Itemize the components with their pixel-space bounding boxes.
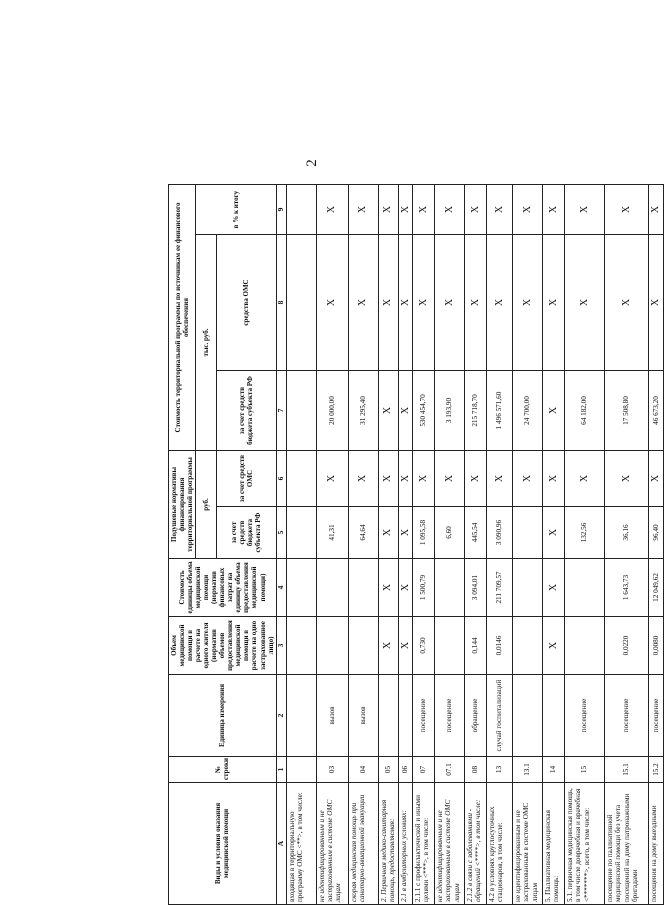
col-number: А bbox=[276, 783, 286, 905]
header-cost-oms: средства ОМС bbox=[216, 235, 276, 371]
header-percent: в % к итогу bbox=[196, 184, 276, 234]
row-unit: посещение bbox=[435, 675, 465, 757]
row-cost-oms: X bbox=[465, 235, 487, 371]
row-volume: X bbox=[398, 617, 413, 675]
row-cost-budget: 46 673,20 bbox=[649, 371, 664, 451]
row-per-capita-oms: X bbox=[398, 451, 413, 507]
row-name: входящая в территориальную программу ОМС <**>, в том числе: bbox=[286, 783, 316, 905]
row-cost-oms: X bbox=[487, 235, 513, 371]
row-volume bbox=[316, 617, 348, 675]
header-row-number: № строки bbox=[169, 757, 277, 783]
row-unit: посещение bbox=[413, 675, 435, 757]
row-name: не идентифицированным и не застрахованным в системе ОМС лицам bbox=[316, 783, 348, 905]
row-volume: X bbox=[543, 617, 565, 675]
header-per-capita-budget: за счет средств бюджета субъекта РФ bbox=[216, 507, 276, 559]
table-row bbox=[435, 184, 465, 904]
row-unit-cost: 1 500,79 bbox=[413, 559, 435, 617]
row-per-capita-oms: X bbox=[513, 451, 543, 507]
row-unit-cost bbox=[435, 559, 465, 617]
page-number: 2 bbox=[304, 159, 320, 167]
row-name: скорая медицинская помощь при санитарно-авиационной эвакуации bbox=[348, 783, 378, 905]
row-name: 2.1.2 в связи с заболеваниями - обращений <****>, в том числе: bbox=[465, 783, 487, 905]
row-unit-cost: 211 709,57 bbox=[487, 559, 513, 617]
row-number: 07 bbox=[413, 757, 435, 783]
header-cost-budget: за счет средств бюджета субъекта РФ bbox=[216, 371, 276, 451]
row-name: посещение по паллиативной медицинской помощи без учета посещений на дому патронажными бригадами bbox=[605, 783, 649, 905]
row-unit: посещение bbox=[605, 675, 649, 757]
col-number: 6 bbox=[276, 451, 286, 507]
header-per-capita-unit: руб. bbox=[196, 451, 216, 559]
row-percent: X bbox=[378, 184, 398, 234]
row-volume bbox=[348, 617, 378, 675]
table-row bbox=[348, 184, 378, 904]
row-unit: вызов bbox=[316, 675, 348, 757]
row-number: 13 bbox=[487, 757, 513, 783]
row-number: 06 bbox=[398, 757, 413, 783]
table-row bbox=[398, 184, 413, 904]
row-per-capita-oms: X bbox=[316, 451, 348, 507]
row-percent bbox=[286, 184, 316, 234]
row-per-capita-oms: X bbox=[487, 451, 513, 507]
row-cost-oms: X bbox=[513, 235, 543, 371]
header-per-capita-group: Подушевые нормативы финансирования территориальной программы bbox=[169, 451, 196, 559]
row-number: 03 bbox=[316, 757, 348, 783]
program-cost-table bbox=[168, 184, 664, 905]
row-number: 05 bbox=[378, 757, 398, 783]
table-row bbox=[286, 184, 316, 904]
row-volume bbox=[565, 617, 605, 675]
row-unit-cost: 3 094,01 bbox=[465, 559, 487, 617]
row-unit: посещение bbox=[649, 675, 664, 757]
row-per-capita-budget: 96,40 bbox=[649, 507, 664, 559]
row-unit bbox=[398, 675, 413, 757]
row-unit-cost bbox=[348, 559, 378, 617]
row-cost-oms: X bbox=[565, 235, 605, 371]
row-cost-budget: 24 700,00 bbox=[513, 371, 543, 451]
row-volume bbox=[513, 617, 543, 675]
col-number: 2 bbox=[276, 675, 286, 757]
row-cost-budget bbox=[286, 371, 316, 451]
row-number: 15 bbox=[565, 757, 605, 783]
row-cost-oms: X bbox=[605, 235, 649, 371]
row-volume bbox=[435, 617, 465, 675]
header-per-capita-oms: за счет средств ОМС bbox=[216, 451, 276, 507]
row-percent: X bbox=[413, 184, 435, 234]
row-per-capita-budget: X bbox=[543, 507, 565, 559]
row-unit-cost: 12 049,62 bbox=[649, 559, 664, 617]
row-name: посещения на дому выездными bbox=[649, 783, 664, 905]
col-number: 4 bbox=[276, 559, 286, 617]
row-name: 2.1.1 с профилактической и иными целями <***>, в том числе: bbox=[413, 783, 435, 905]
col-number: 5 bbox=[276, 507, 286, 559]
row-unit-cost bbox=[565, 559, 605, 617]
row-per-capita-budget: 6,60 bbox=[435, 507, 465, 559]
row-name: 5. Паллиативная медицинская помощь: bbox=[543, 783, 565, 905]
table-body bbox=[286, 184, 663, 904]
header-types: Виды и условия оказания медицинской помощи bbox=[169, 783, 277, 905]
row-unit-cost bbox=[513, 559, 543, 617]
col-number: 7 bbox=[276, 371, 286, 451]
row-cost-budget: 3 193,90 bbox=[435, 371, 465, 451]
row-per-capita-oms: X bbox=[348, 451, 378, 507]
row-number: 07.1 bbox=[435, 757, 465, 783]
row-per-capita-oms: X bbox=[378, 451, 398, 507]
row-per-capita-oms: X bbox=[465, 451, 487, 507]
table-row bbox=[378, 184, 398, 904]
row-percent: X bbox=[487, 184, 513, 234]
header-volume: Объем медицинской помощи в расчете на одного жителя (норматив объемов предоставления медицинской помощи в расчете на одно застрахованное лицо) bbox=[169, 617, 277, 675]
row-unit-cost bbox=[316, 559, 348, 617]
row-unit bbox=[543, 675, 565, 757]
row-volume: 0,0146 bbox=[487, 617, 513, 675]
row-cost-budget: 17 508,80 bbox=[605, 371, 649, 451]
row-percent: X bbox=[465, 184, 487, 234]
row-name: не идентифицированным и не застрахованным в системе ОМС лицам bbox=[435, 783, 465, 905]
row-per-capita-budget: X bbox=[398, 507, 413, 559]
row-cost-budget: 31 295,40 bbox=[348, 371, 378, 451]
col-number: 8 bbox=[276, 235, 286, 371]
row-cost-budget: 20 000,00 bbox=[316, 371, 348, 451]
table-row bbox=[543, 184, 565, 904]
row-volume: 0,144 bbox=[465, 617, 487, 675]
table-row bbox=[413, 184, 435, 904]
row-percent: X bbox=[565, 184, 605, 234]
row-unit: случай госпитализаций bbox=[487, 675, 513, 757]
row-name: 5.1. первичная медицинская помощь, в том числе доврачебная и врачебная <*******>, всего, в том числе: bbox=[565, 783, 605, 905]
row-cost-oms: X bbox=[316, 235, 348, 371]
row-unit bbox=[513, 675, 543, 757]
row-per-capita-oms: X bbox=[565, 451, 605, 507]
row-number: 15.2 bbox=[649, 757, 664, 783]
row-per-capita-budget: 132,56 bbox=[565, 507, 605, 559]
row-per-capita-budget: 36,16 bbox=[605, 507, 649, 559]
row-unit-cost: 1 643,73 bbox=[605, 559, 649, 617]
table-row bbox=[316, 184, 348, 904]
row-number: 14 bbox=[543, 757, 565, 783]
row-cost-oms: X bbox=[378, 235, 398, 371]
row-cost-budget: 64 182,00 bbox=[565, 371, 605, 451]
row-per-capita-budget bbox=[513, 507, 543, 559]
row-cost-budget: 1 496 571,60 bbox=[487, 371, 513, 451]
row-volume bbox=[286, 617, 316, 675]
row-per-capita-oms: X bbox=[413, 451, 435, 507]
header-program-cost-unit: тыс. руб. bbox=[196, 235, 216, 451]
row-per-capita-oms bbox=[286, 451, 316, 507]
header-unit: Единица измерения bbox=[169, 675, 277, 757]
row-unit-cost bbox=[286, 559, 316, 617]
row-per-capita-oms: X bbox=[649, 451, 664, 507]
row-cost-budget: 530 454,70 bbox=[413, 371, 435, 451]
table-row bbox=[565, 184, 605, 904]
row-cost-oms: X bbox=[398, 235, 413, 371]
row-per-capita-budget: 64,64 bbox=[348, 507, 378, 559]
row-volume: 0,730 bbox=[413, 617, 435, 675]
row-number: 13.1 bbox=[513, 757, 543, 783]
row-cost-budget: 215 718,70 bbox=[465, 371, 487, 451]
table-row bbox=[649, 184, 664, 904]
row-unit-cost: X bbox=[543, 559, 565, 617]
row-cost-oms: X bbox=[435, 235, 465, 371]
row-per-capita-oms: X bbox=[435, 451, 465, 507]
rotated-table-container bbox=[168, 185, 662, 905]
row-number: 04 bbox=[348, 757, 378, 783]
table-row bbox=[605, 184, 649, 904]
row-name: не идентифицированным и не застрахованным в системе ОМС лицам bbox=[513, 783, 543, 905]
row-percent: X bbox=[605, 184, 649, 234]
row-cost-oms: X bbox=[348, 235, 378, 371]
row-unit bbox=[286, 675, 316, 757]
col-number: 1 bbox=[276, 757, 286, 783]
row-unit: вызов bbox=[348, 675, 378, 757]
table-row bbox=[513, 184, 543, 904]
row-unit-cost: X bbox=[398, 559, 413, 617]
row-percent: X bbox=[348, 184, 378, 234]
row-percent: X bbox=[543, 184, 565, 234]
row-percent: X bbox=[398, 184, 413, 234]
row-percent: X bbox=[316, 184, 348, 234]
row-cost-oms: X bbox=[543, 235, 565, 371]
row-per-capita-budget: 1 095,58 bbox=[413, 507, 435, 559]
col-number: 3 bbox=[276, 617, 286, 675]
table-row bbox=[487, 184, 513, 904]
header-unit-cost: Стоимость единицы объема медицинской помощи (норматив финансовых затрат на единицу объема предоставления медицинской помощи) bbox=[169, 559, 277, 617]
row-per-capita-budget: 3 090,96 bbox=[487, 507, 513, 559]
row-name: 2. Первичная медико-санитарная помощь, предоставляемая: bbox=[378, 783, 398, 905]
table-row bbox=[465, 184, 487, 904]
column-numbers-row bbox=[276, 184, 286, 904]
row-per-capita-budget: X bbox=[378, 507, 398, 559]
row-volume: 0,0080 bbox=[649, 617, 664, 675]
row-percent: X bbox=[513, 184, 543, 234]
row-volume: 0,0220 bbox=[605, 617, 649, 675]
row-cost-oms: X bbox=[649, 235, 664, 371]
row-percent: X bbox=[649, 184, 664, 234]
row-number: 08 bbox=[465, 757, 487, 783]
row-cost-oms: X bbox=[413, 235, 435, 371]
row-cost-budget: X bbox=[378, 371, 398, 451]
col-number: 9 bbox=[276, 184, 286, 234]
row-number bbox=[286, 757, 316, 783]
row-name: 4.2 в условиях круглосуточных стационаров, в том числе: bbox=[487, 783, 513, 905]
row-unit-cost: X bbox=[378, 559, 398, 617]
row-per-capita-budget: 41,31 bbox=[316, 507, 348, 559]
row-percent: X bbox=[435, 184, 465, 234]
row-per-capita-budget: 445,54 bbox=[465, 507, 487, 559]
header-program-cost-group: Стоимость территориальной программы по источникам ее финансового обеспечения bbox=[169, 184, 196, 450]
row-unit bbox=[378, 675, 398, 757]
row-cost-budget: X bbox=[398, 371, 413, 451]
row-per-capita-oms: X bbox=[605, 451, 649, 507]
row-number: 15.1 bbox=[605, 757, 649, 783]
row-unit: посещение bbox=[565, 675, 605, 757]
row-cost-oms bbox=[286, 235, 316, 371]
row-per-capita-oms: X bbox=[543, 451, 565, 507]
row-name: 2.1 в амбулаторных условиях: bbox=[398, 783, 413, 905]
row-per-capita-budget bbox=[286, 507, 316, 559]
row-volume: X bbox=[378, 617, 398, 675]
row-cost-budget: X bbox=[543, 371, 565, 451]
row-unit: обращение bbox=[465, 675, 487, 757]
